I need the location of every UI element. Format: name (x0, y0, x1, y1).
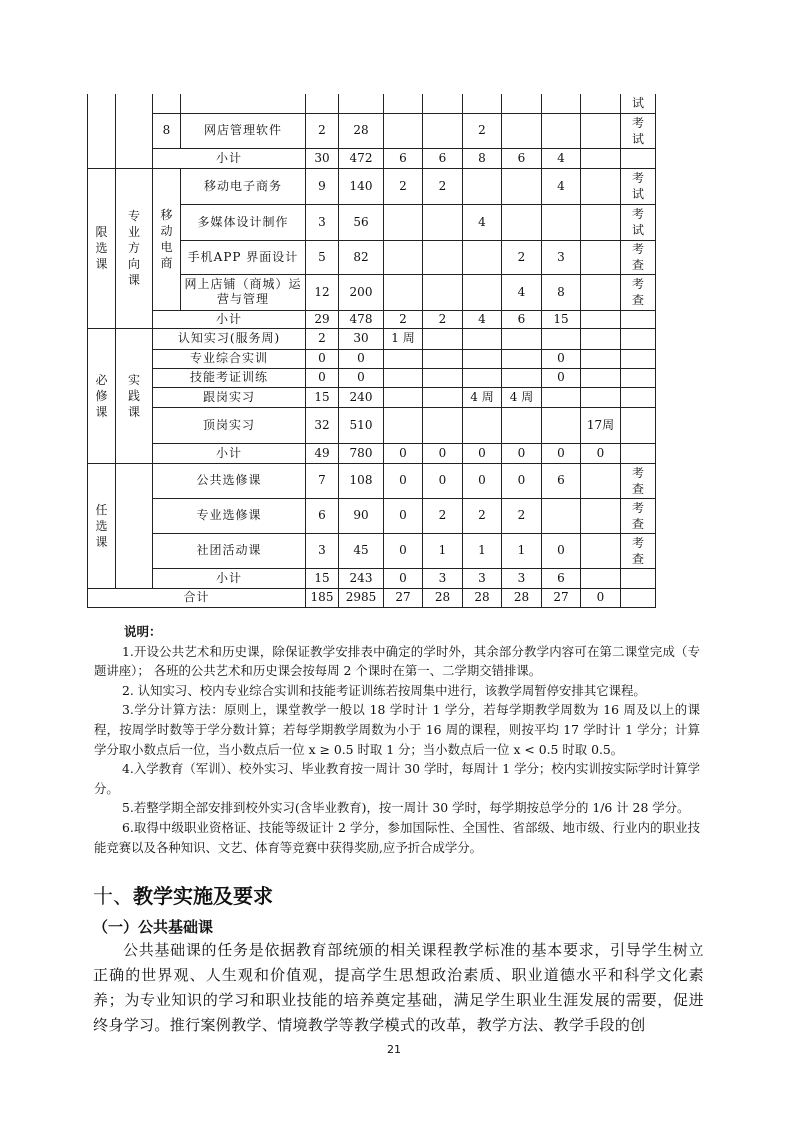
table-cell (384, 387, 423, 407)
subcategory-cell: 专 业 方 向 课 (116, 168, 153, 328)
table-cell: 30 (306, 148, 339, 168)
table-cell (502, 94, 542, 113)
table-cell (384, 407, 423, 443)
table-row (88, 568, 656, 588)
table-cell: 2 (423, 168, 463, 204)
section-heading (93, 880, 273, 909)
table-cell: 0 (384, 443, 423, 463)
table-cell (423, 387, 463, 407)
table-cell: 243 (339, 568, 384, 588)
table-row (88, 349, 656, 368)
table-cell (423, 94, 463, 113)
note-item: 2. 认知实习、校内专业综合实训和技能考证训练若按周集中进行，该教学周暂停安排其它课程。 (122, 682, 646, 698)
exam-type-cell: 考 查 (621, 533, 656, 568)
exam-type-cell (621, 407, 656, 443)
table-cell: 32 (306, 407, 339, 443)
table-cell (542, 387, 581, 407)
table-cell (463, 407, 502, 443)
table-cell: 0 (384, 463, 423, 498)
table-cell: 28 (502, 588, 542, 607)
exam-type-cell: 考 查 (621, 498, 656, 533)
exam-type-cell: 考 查 (621, 240, 656, 274)
table-cell (384, 274, 423, 310)
table-cell (542, 204, 581, 240)
table-cell (153, 94, 181, 113)
table-cell: 4 (463, 310, 502, 328)
table-cell: 0 (463, 443, 502, 463)
section-title: 教学实施及要求 (133, 884, 273, 908)
table-cell: 1 (423, 533, 463, 568)
course-name: 公共选修课 (153, 463, 306, 498)
note-item: 6.取得中级职业资格证、技能等级证计 2 学分，参加国际性、全国性、省部级、地市级、行业内的职业技能竞赛以及各种知识、文艺、体育等竞赛中获得奖励,应予折合成学分。 (94, 819, 700, 855)
table-cell: 7 (306, 463, 339, 498)
table-cell: 15 (542, 310, 581, 328)
table-row (88, 310, 656, 328)
table-row (88, 443, 656, 463)
table-cell: 2 (463, 113, 502, 148)
table-cell (502, 368, 542, 387)
body-text (93, 938, 704, 1038)
table-cell (423, 204, 463, 240)
direction-cell: 移 动 电 商 (153, 168, 181, 310)
exam-type-cell (621, 368, 656, 387)
table-cell: 0 (542, 368, 581, 387)
course-name: 网店管理软件 (181, 113, 306, 148)
subcategory-cell (116, 94, 153, 168)
total-label: 合计 (88, 588, 306, 607)
table-cell (306, 94, 339, 113)
table-cell: 3 (306, 533, 339, 568)
table-cell (502, 407, 542, 443)
table-cell: 12 (306, 274, 339, 310)
table-row (88, 368, 656, 387)
table-cell (463, 94, 502, 113)
table-cell: 30 (339, 328, 384, 349)
course-name: 顶岗实习 (153, 407, 306, 443)
table-cell: 3 (542, 240, 581, 274)
table-cell: 2 (502, 498, 542, 533)
subsection-heading: （一）公共基础课 (93, 918, 214, 936)
table-cell: 90 (339, 498, 384, 533)
table-cell: 510 (339, 407, 384, 443)
exam-type-cell (621, 328, 656, 349)
table-cell: 140 (339, 168, 384, 204)
table-cell: 4 周 (502, 387, 542, 407)
table-cell (423, 328, 463, 349)
exam-type-cell (621, 387, 656, 407)
table-cell: 0 (423, 443, 463, 463)
table-cell: 2 (423, 498, 463, 533)
table-cell (502, 349, 542, 368)
table-cell: 2 (306, 328, 339, 349)
course-name: 专业综合实训 (153, 349, 306, 368)
table-cell (581, 148, 621, 168)
table-cell: 0 (581, 588, 621, 607)
table-cell: 17周 (581, 407, 621, 443)
course-schedule-table (87, 94, 656, 608)
subtotal-label: 小计 (153, 443, 306, 463)
table-cell: 6 (502, 148, 542, 168)
exam-type-cell (621, 588, 656, 607)
exam-type-cell: 考 查 (621, 463, 656, 498)
table-cell (581, 328, 621, 349)
table-cell (423, 240, 463, 274)
course-name: 手机APP 界面设计 (181, 240, 306, 274)
table-cell: 27 (542, 588, 581, 607)
table-cell: 1 周 (384, 328, 423, 349)
exam-type-cell: 考 试 (621, 204, 656, 240)
table-cell: 0 (423, 463, 463, 498)
table-row (88, 588, 656, 607)
table-cell: 4 周 (463, 387, 502, 407)
course-name: 移动电子商务 (181, 168, 306, 204)
body-paragraph: 公共基础课的任务是依据教育部统颁的相关课程教学标准的基本要求，引导学生树立正确的世界观、人生观和价值观，提高学生思想政治素质、职业道德水平和科学文化素养；为专业知识的学习和职业技能的培养奠定基础，满足学生职业生涯发展的需要，促进终身学习。推行案例教学、情境教学等教学模式的改革，教学方法、教学手段的创 (93, 941, 704, 1034)
table-cell: 6 (542, 463, 581, 498)
table-row (88, 94, 656, 113)
table-cell: 0 (502, 463, 542, 498)
table-cell: 82 (339, 240, 384, 274)
notes-section (94, 622, 700, 857)
table-cell: 28 (423, 588, 463, 607)
table-cell (339, 94, 384, 113)
table-cell (384, 113, 423, 148)
table-cell: 240 (339, 387, 384, 407)
table-cell: 6 (542, 568, 581, 588)
table-cell (423, 368, 463, 387)
table-cell: 2 (384, 168, 423, 204)
table-cell: 2 (306, 113, 339, 148)
exam-type-cell: 考 试 (621, 113, 656, 148)
course-name: 专业选修课 (153, 498, 306, 533)
table-cell: 3 (463, 568, 502, 588)
table-cell (581, 498, 621, 533)
table-cell (581, 349, 621, 368)
table-cell: 9 (306, 168, 339, 204)
subcategory-cell (116, 463, 153, 588)
table-cell (463, 368, 502, 387)
table-row (88, 463, 656, 498)
table-cell (581, 463, 621, 498)
table-cell: 0 (463, 463, 502, 498)
table-cell: 28 (339, 113, 384, 148)
table-row (88, 113, 656, 148)
table-cell (423, 349, 463, 368)
table-cell: 6 (502, 310, 542, 328)
table-cell: 1 (463, 533, 502, 568)
table-cell (581, 310, 621, 328)
table-cell: 27 (384, 588, 423, 607)
table-cell: 4 (463, 204, 502, 240)
table-cell: 4 (502, 274, 542, 310)
table-row (88, 328, 656, 349)
table-cell: 29 (306, 310, 339, 328)
table-cell (542, 407, 581, 443)
table-row (88, 148, 656, 168)
note-item: 4.入学教育（军训）、校外实习、毕业教育按一周计 30 学时，每周计 1 学分；校内实训按实际学时计算学分。 (94, 761, 700, 796)
course-name: 技能考证训练 (153, 368, 306, 387)
table-cell (542, 498, 581, 533)
table-cell (463, 240, 502, 274)
table-cell (423, 407, 463, 443)
table-row (88, 407, 656, 443)
note-item: 5.若整学期全部安排到校外实习(含毕业教育)，按一周计 30 学时，每学期按总学分的 1/6 计 28 学分。 (122, 800, 690, 816)
table-cell: 6 (423, 148, 463, 168)
table-cell: 15 (306, 387, 339, 407)
table-cell (581, 533, 621, 568)
table-row (88, 533, 656, 568)
note-item: 3.学分计算方法：原则上，课堂教学一般以 18 学时计 1 学分，若每学期教学周数为 16 周及以上的课程，按周学时数等于学分数计算；若每学期教学周数为小于 16 周的课程，则按平均 17 学时计 1 学分；计算学分取小数点后一位，当小数点后一位 x ≥ 0.5 时取 1 分；当小数点后一位 x < 0.5 时取 0.5。 (94, 702, 700, 757)
table-cell (463, 274, 502, 310)
subtotal-label: 小计 (153, 148, 306, 168)
category-cell: 限 选 课 (88, 168, 116, 328)
note-item: 1.开设公共艺术和历史课，除保证教学安排表中确定的学时外，其余部分教学内容可在第二课堂完成（专题讲座）； 各班的公共艺术和历史课会按每周 2 个课时在第一、二学期交错排课。 (94, 643, 700, 679)
table-cell: 45 (339, 533, 384, 568)
table-cell (581, 168, 621, 204)
table-cell (581, 113, 621, 148)
table-cell (581, 368, 621, 387)
exam-type-cell (621, 349, 656, 368)
exam-type-cell: 试 (621, 94, 656, 113)
table-cell: 4 (542, 148, 581, 168)
table-cell: 0 (384, 533, 423, 568)
table-cell (542, 113, 581, 148)
table-cell (423, 274, 463, 310)
table-cell: 2 (463, 498, 502, 533)
course-name: 网上店铺（商城）运营与管理 (181, 274, 306, 310)
course-name (181, 94, 306, 113)
table-cell: 5 (306, 240, 339, 274)
table-cell: 472 (339, 148, 384, 168)
table-cell: 0 (581, 443, 621, 463)
subtotal-label: 小计 (153, 310, 306, 328)
category-cell (88, 94, 116, 168)
subtotal-label: 小计 (153, 568, 306, 588)
table-cell: 6 (384, 148, 423, 168)
table-cell (542, 328, 581, 349)
table-cell: 185 (306, 588, 339, 607)
table-cell: 0 (542, 349, 581, 368)
table-cell (502, 168, 542, 204)
course-name: 认知实习(服务周) (153, 328, 306, 349)
table-cell (581, 274, 621, 310)
table-cell: 0 (502, 443, 542, 463)
course-name: 跟岗实习 (153, 387, 306, 407)
table-cell: 8 (542, 274, 581, 310)
table-cell: 0 (542, 533, 581, 568)
table-cell: 2985 (339, 588, 384, 607)
table-cell (384, 349, 423, 368)
table-cell: 56 (339, 204, 384, 240)
subcategory-cell: 实 践 课 (116, 328, 153, 463)
table-cell: 3 (502, 568, 542, 588)
table-cell: 0 (339, 349, 384, 368)
exam-type-cell (621, 568, 656, 588)
exam-type-cell (621, 443, 656, 463)
table-cell: 0 (384, 498, 423, 533)
notes-title: 说明： (124, 624, 162, 639)
course-name: 社团活动课 (153, 533, 306, 568)
table-cell (581, 568, 621, 588)
table-cell: 15 (306, 568, 339, 588)
course-name: 多媒体设计制作 (181, 204, 306, 240)
table-cell: 108 (339, 463, 384, 498)
table-cell: 3 (306, 204, 339, 240)
table-cell: 0 (306, 368, 339, 387)
table-row (88, 498, 656, 533)
table-cell: 780 (339, 443, 384, 463)
table-cell (423, 113, 463, 148)
table-cell (463, 349, 502, 368)
exam-type-cell (621, 310, 656, 328)
table-cell: 0 (542, 443, 581, 463)
section-number: 十、 (93, 884, 133, 908)
page-number: 21 (387, 1043, 401, 1056)
table-cell: 0 (306, 349, 339, 368)
category-cell: 任 选 课 (88, 463, 116, 588)
table-cell (502, 113, 542, 148)
table-row (88, 168, 656, 204)
table-cell: 0 (384, 568, 423, 588)
table-cell: 2 (423, 310, 463, 328)
table-cell (581, 204, 621, 240)
table-cell: 1 (502, 533, 542, 568)
table-cell: 28 (463, 588, 502, 607)
table-cell (581, 387, 621, 407)
exam-type-cell (621, 148, 656, 168)
table-cell (384, 94, 423, 113)
table-cell (463, 168, 502, 204)
table-cell (463, 328, 502, 349)
exam-type-cell: 考 试 (621, 168, 656, 204)
table-cell: 2 (502, 240, 542, 274)
table-cell: 2 (384, 310, 423, 328)
table-cell (502, 204, 542, 240)
course-number: 8 (153, 113, 181, 148)
table-cell: 8 (463, 148, 502, 168)
table-cell: 6 (306, 498, 339, 533)
table-cell: 478 (339, 310, 384, 328)
category-cell: 必 修 课 (88, 328, 116, 463)
table-cell: 3 (423, 568, 463, 588)
table-cell (581, 240, 621, 274)
table-cell: 4 (542, 168, 581, 204)
table-cell (384, 240, 423, 274)
table-row (88, 387, 656, 407)
exam-type-cell: 考 查 (621, 274, 656, 310)
table-cell: 200 (339, 274, 384, 310)
table-cell (384, 204, 423, 240)
table-cell: 49 (306, 443, 339, 463)
table-cell (581, 94, 621, 113)
table-cell (542, 94, 581, 113)
table-cell: 0 (339, 368, 384, 387)
table-cell (502, 328, 542, 349)
table-cell (384, 368, 423, 387)
